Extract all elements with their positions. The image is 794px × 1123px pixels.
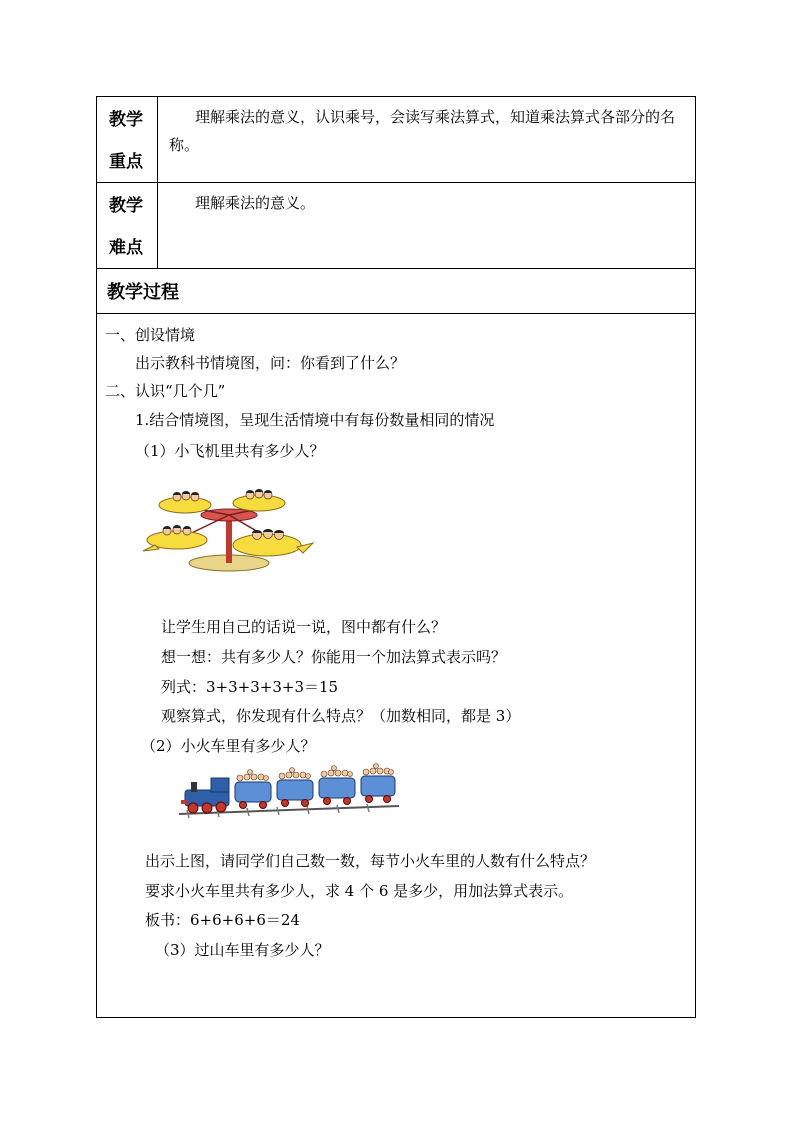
row2-label-top: 教学 — [109, 196, 143, 216]
row1-label-bottom: 重点 — [109, 152, 143, 172]
q1-line4: 观察算式，你发现有什么特点？（加数相同，都是 3） — [161, 707, 521, 725]
question2: （2）小火车里有多少人？ — [141, 737, 316, 755]
item1-text: 1.结合情境图，呈现生活情境中有每份数量相同的情况 — [135, 411, 495, 429]
column-divider — [157, 97, 158, 268]
section1-title: 一、创设情境 — [105, 326, 196, 344]
toy-train-illustration — [177, 762, 402, 822]
process-title: 教学过程 — [107, 282, 179, 303]
teaching-focus-text: 理解乘法的意义，认识乘号，会读写乘法算式，知道乘法算式各部分的名称。 — [169, 108, 676, 154]
row1-label-top: 教学 — [109, 110, 143, 130]
row-divider — [97, 313, 695, 314]
lesson-table — [96, 96, 696, 1018]
row2-label-bottom: 难点 — [109, 238, 143, 258]
row-divider — [97, 182, 695, 183]
q1-line1: 让学生用自己的话说一说，图中都有什么？ — [161, 618, 447, 636]
q1-line2: 想一想：共有多少人？你能用一个加法算式表示吗？ — [161, 648, 507, 666]
section1-line: 出示教科书情境图，问：你看到了什么？ — [135, 354, 406, 372]
q2-line1: 出示上图，请同学们自己数一数，每节小火车里的人数有什么特点？ — [145, 852, 596, 870]
question1: （1）小飞机里共有多少人？ — [135, 442, 325, 460]
q1-line3: 列式：3+3+3+3+3＝15 — [161, 678, 339, 696]
row-divider — [97, 268, 695, 269]
teaching-difficulty-text: 理解乘法的意义。 — [195, 194, 316, 212]
question3: （3）过山车里有多少人？ — [155, 941, 330, 959]
airplane-ride-illustration — [137, 485, 317, 575]
section2-title: 二、认识“几个几” — [105, 382, 226, 400]
q2-line2: 要求小火车里共有多少人，求 4 个 6 是多少，用加法算式表示。 — [145, 882, 574, 900]
q2-line3: 板书：6+6+6+6＝24 — [145, 911, 300, 929]
